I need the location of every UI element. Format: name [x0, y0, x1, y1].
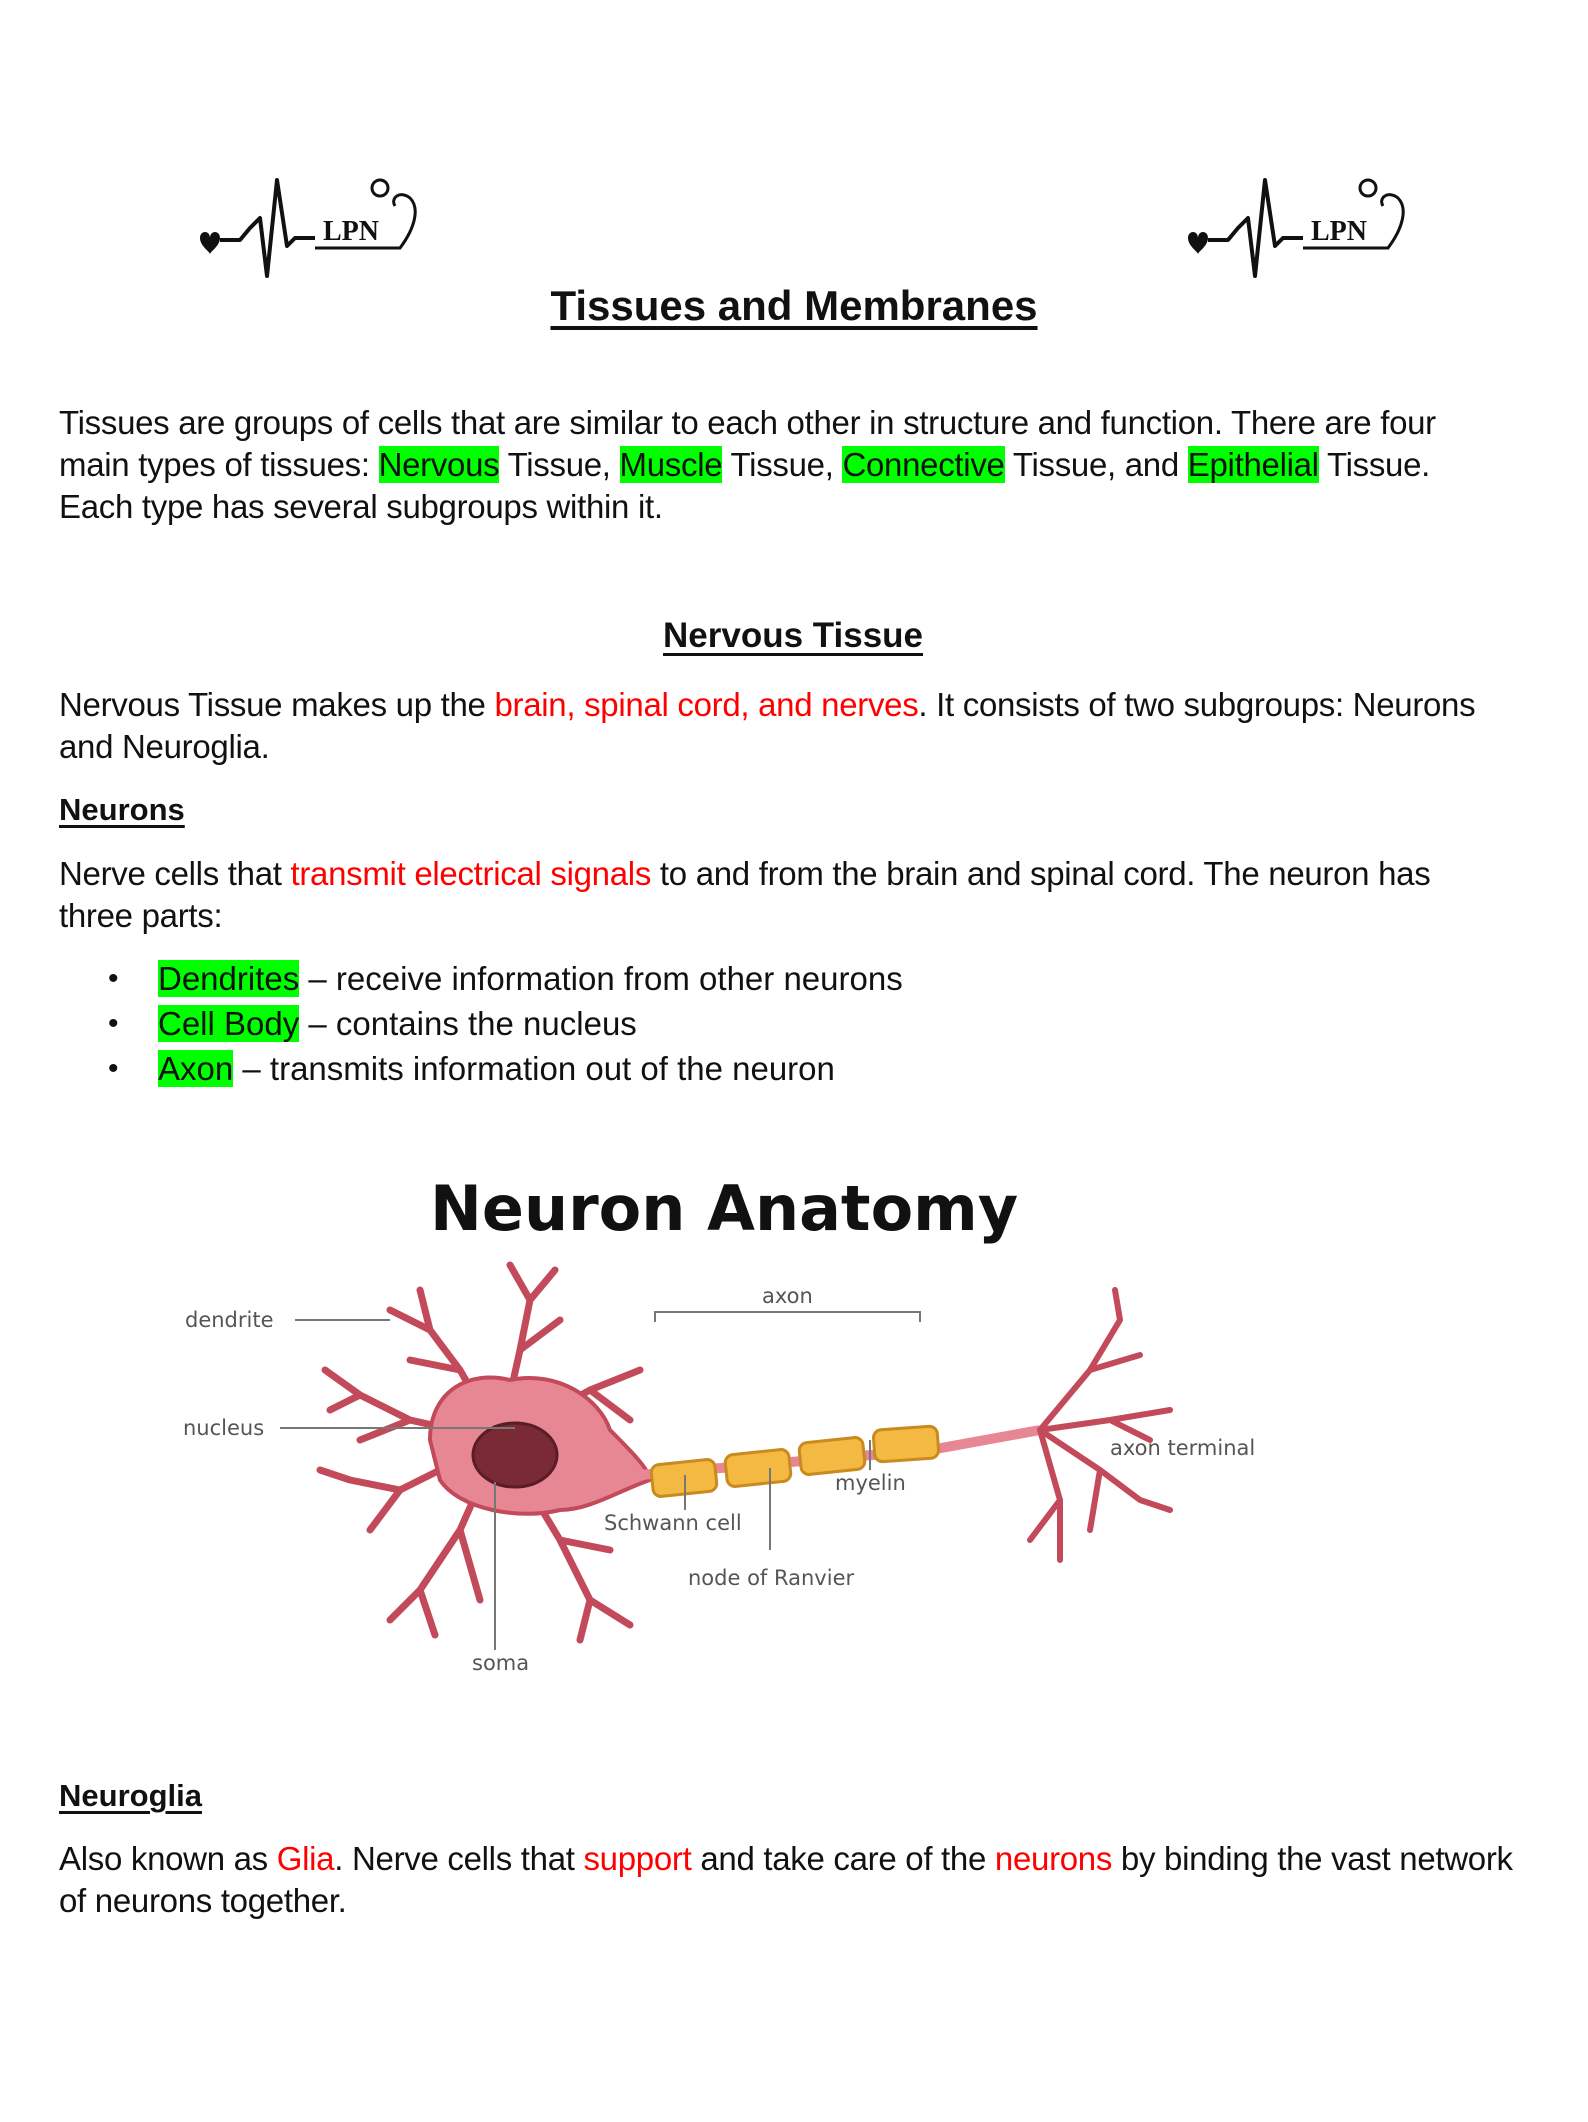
list-item: • Axon – transmits information out of the neuron [108, 1046, 903, 1091]
label-axon-terminal: axon terminal [1110, 1436, 1256, 1460]
label-myelin: myelin [835, 1471, 906, 1495]
neuron-anatomy-diagram [160, 1170, 1300, 1690]
neurons-paragraph: Nerve cells that transmit electrical signals to and from the brain and spinal cord. The neuron has three parts: [59, 855, 1431, 934]
label-axon: axon [762, 1284, 813, 1308]
label-nucleus: nucleus [183, 1416, 265, 1440]
axon-terminals [1030, 1290, 1170, 1560]
label-node-of-ranvier: node of Ranvier [688, 1566, 855, 1590]
svg-text:LPN: LPN [323, 216, 379, 247]
label-soma: soma [472, 1651, 530, 1675]
tissue-type-nervous: Nervous [378, 446, 500, 483]
neuron-parts-list [108, 956, 903, 1091]
red-term-glia: Glia [276, 1840, 335, 1877]
diagram-title: Neuron Anatomy [430, 1172, 1019, 1245]
page-title-wrap [0, 282, 1588, 330]
intro-paragraph [59, 402, 1539, 528]
tissue-type-epithelial: Epithelial [1187, 446, 1319, 483]
nervous-paragraph: Nervous Tissue makes up the brain, spinal cord, and nerves. It consists of two subgroups: Neurons and Neuroglia. [59, 686, 1476, 765]
tissue-type-connective: Connective [842, 446, 1005, 483]
lpn-logo-left [195, 168, 425, 288]
red-term-brain: brain, spinal cord, and nerves [494, 686, 919, 723]
svg-text:LPN: LPN [1311, 216, 1367, 247]
lpn-logo-right [1183, 168, 1413, 288]
intro-line-2: main types of tissues: Nervous Tissue, Muscle Tissue, Connective Tissue, and Epithelial Tissue. [59, 446, 1431, 483]
intro-line-1: Tissues are groups of cells that are similar to each other in structure and function. There are four [59, 404, 1436, 441]
list-item: • Dendrites – receive information from other neurons [108, 956, 903, 1001]
neuroglia-heading: Neuroglia [59, 1778, 202, 1813]
neurons-heading: Neurons [59, 792, 185, 827]
heartbeat-stethoscope-icon [1183, 168, 1413, 288]
label-dendrite: dendrite [185, 1308, 274, 1332]
nervous-tissue-heading: Nervous Tissue [663, 616, 924, 655]
red-term-signals: transmit electrical signals [290, 855, 652, 892]
nucleus [473, 1423, 557, 1487]
tissue-type-muscle: Muscle [619, 446, 723, 483]
red-term-neurons: neurons [994, 1840, 1113, 1877]
red-term-support: support [583, 1840, 692, 1877]
neuroglia-paragraph: Also known as Glia. Nerve cells that support and take care of the neurons by binding the vast network of neurons together. [59, 1840, 1513, 1919]
label-schwann-cell: Schwann cell [604, 1511, 742, 1535]
page-title: Tissues and Membranes [550, 282, 1038, 329]
heartbeat-stethoscope-icon [195, 168, 425, 288]
intro-line-3: Each type has several subgroups within it. [59, 488, 663, 525]
list-item: • Cell Body – contains the nucleus [108, 1001, 903, 1046]
